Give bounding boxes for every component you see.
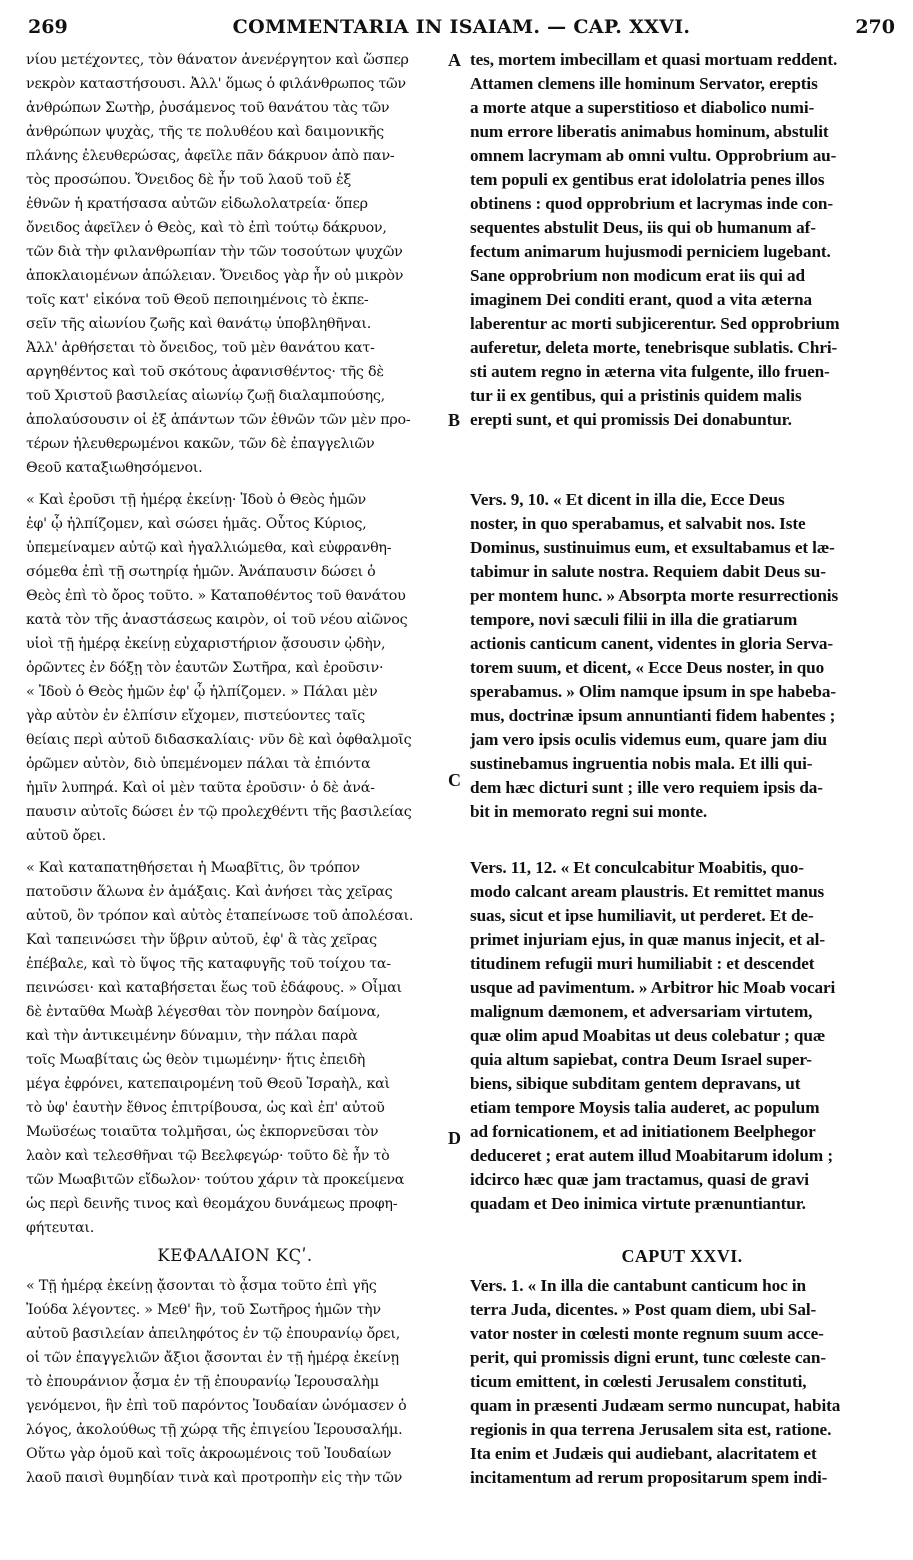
latin-text-line: Vers. 11, 12. « Et conculcabitur Moabitis, quo- — [470, 858, 804, 877]
greek-text-line: τῶν διὰ τὴν φιλανθρωπίαν τὴν τῶν τοσούτων ψυχῶν — [26, 244, 403, 260]
greek-text-line: « Καὶ ἐροῦσι τῇ ἡμέρᾳ ἐκείνῃ· Ἰδοὺ ὁ Θεὸς ἡμῶν — [26, 492, 366, 508]
latin-text-line: perit, qui promissis digni erunt, tunc cœleste can- — [470, 1348, 827, 1367]
greek-text-line: υἱοὶ τῇ ἡμέρᾳ ἐκείνῃ εὐχαριστήριον ᾄσουσιν ᾠδὴν, — [26, 636, 386, 652]
greek-text-line: ὑπεμείναμεν αὐτῷ καὶ ἠγαλλιώμεθα, καὶ εὐφρανθη- — [26, 540, 392, 556]
greek-text-line: τῶν Μωαβιτῶν εἴδωλον· τούτου χάριν τὰ προκείμενα — [26, 1172, 405, 1188]
greek-text-line: ἐφ' ᾧ ἠλπίζομεν, καὶ σώσει ἡμᾶς. Οὗτος Κύριος, — [26, 516, 367, 532]
greek-text-line: τοῖς Μωαβίταις ὡς θεὸν τιμωμένην· ἥτις ἐπειδὴ — [26, 1052, 366, 1068]
latin-text-line: tabimur in salute nostra. Requiem dabit Deus su- — [470, 562, 826, 581]
greek-text-line: λόγος, ἀκολούθως τῇ χώρᾳ τῆς ἐπιγείου Ἱερουσαλήμ. — [26, 1422, 403, 1438]
greek-text-line: αργηθέντος καὶ τοῦ σκότους ἀφανισθέντος· τῆς δὲ — [26, 364, 384, 380]
greek-text-line: ὡς περὶ δεινῆς τινος καὶ θεομάχου δυνάμεως προφη- — [26, 1196, 398, 1212]
greek-text-line: πλάνης ἐλευθερώσας, ἀφεῖλε πᾶν δάκρυον ἀπὸ παν- — [26, 148, 395, 164]
margin-marker-d: D — [448, 1128, 461, 1148]
latin-text-line: a morte atque a superstitioso et diabolico numi- — [470, 98, 815, 117]
latin-text-line: tem populi ex gentibus erat idololatria penes illos — [470, 170, 825, 189]
latin-text-line: idcirco hæc quæ jam tractamus, quasi de gravi — [470, 1170, 809, 1189]
latin-text-line: terra Juda, dicentes. » Post quam diem, ubi Sal- — [470, 1300, 817, 1319]
greek-text-line: « Ἰδοὺ ὁ Θεὸς ἡμῶν ἐφ' ᾧ ἠλπίζομεν. » Πάλαι μὲν — [26, 684, 378, 700]
latin-text-line: quæ olim apud Moabitas ut deus colebatur ; quæ — [470, 1026, 826, 1045]
greek-text-line: λαὸν καὶ τελεσθῆναι τῷ Βεελφεγώρ· τοῦτο δὲ ἦν τὸ — [26, 1148, 390, 1164]
latin-text-line: mus, doctrinæ ipsum annuntianti fidem habentes ; — [470, 706, 836, 725]
latin-text-line: per montem hunc. » Absorpta morte resurrectionis — [470, 586, 839, 605]
greek-text-line: πατοῦσιν ἅλωνα ἐν ἁμάξαις. Καὶ ἀνήσει τὰς χεῖρας — [26, 884, 393, 900]
greek-chapter-heading: ΚΕΦΑΛΑΙΟΝ ΚϚʹ. — [157, 1246, 313, 1265]
latin-text-line: omnem lacrymam ab omni vultu. Opprobrium au- — [470, 146, 837, 165]
greek-text-line: αὐτοῦ βασιλείαν ἀπειληφότος ἐν τῷ ἐπουρανίῳ ὄρει, — [26, 1326, 400, 1342]
latin-text-line: Vers. 9, 10. « Et dicent in illa die, Ecce Deus — [470, 490, 785, 509]
latin-text-line: usque ad pavimentum. » Arbitror hic Moab vocari — [470, 978, 836, 997]
latin-text-line: titudinem refugii muri humiliabit : et descendet — [470, 954, 815, 973]
latin-text-line: tes, mortem imbecillam et quasi mortuam reddent. — [470, 50, 838, 69]
latin-text-line: vator noster in cœlesti monte regnum suum acce- — [470, 1324, 824, 1343]
greek-text-line: ὁρῶμεν αὐτὸν, διὸ ὑπεμένομεν πάλαι τὰ ἐπιόντα — [26, 756, 371, 772]
latin-text-line: etiam tempore Moysis talia auderet, ac populum — [470, 1098, 820, 1117]
greek-text-line: Θεοῦ καταξιωθησόμενοι. — [26, 460, 203, 476]
margin-marker-b: B — [448, 410, 461, 430]
latin-text-line: laberentur ac morti subjicerentur. Sed opprobrium — [470, 314, 840, 333]
latin-text-line: incitamentum ad rerum propositarum spem indi- — [470, 1468, 828, 1487]
greek-text-line: γενόμενοι, ἣν ἐπὶ τοῦ παρόντος Ἰουδαίαν ὠνόμασεν ὁ — [26, 1398, 407, 1414]
latin-text-line: imaginem Dei conditi erant, quod a vita æterna — [470, 290, 812, 309]
greek-text-line: πεινώσει· καὶ καταβήσεται ἕως τοῦ ἐδάφους. » Οἶμαι — [26, 980, 402, 996]
greek-text-line: παυσιν αὐτοῖς δώσει ἐν τῷ προλεχθέντι τῆς βασιλείας — [26, 804, 412, 820]
latin-text-line: primet injuriam ejus, in quæ manus injecit, et al- — [470, 930, 825, 949]
greek-text-line: Οὕτω γὰρ ὁμοῦ καὶ τοῖς ἀκροωμένοις τοῦ Ἰουδαίων — [26, 1446, 392, 1462]
greek-text-line: ἐθνῶν ἡ κρατήσασα αὐτῶν εἰδωλολατρεία· ὅπερ — [26, 196, 368, 212]
greek-text-line: τὸ ἐπουράνιον ᾆσμα ἐν τῇ ἐπουρανίῳ Ἱερουσαλὴμ — [26, 1374, 379, 1390]
greek-text-line: θείαις περὶ αὐτοῦ διδασκαλίαις· νῦν δὲ καὶ ὀφθαλμοῖς — [26, 732, 412, 748]
latin-text-line: erepti sunt, et qui promissis Dei donabuntur. — [470, 410, 792, 429]
greek-text-line: αὐτοῦ ὄρει. — [26, 828, 106, 844]
greek-text-line: σόμεθα ἐπὶ τῇ σωτηρίᾳ ἡμῶν. Ἀνάπαυσιν δώσει ὁ — [26, 564, 376, 580]
latin-text-line: regionis in qua terrena Jerusalem sita est, ratione. — [470, 1420, 832, 1439]
latin-text-line: torem suum, et dicent, « Ecce Deus noster, in quo — [470, 658, 825, 677]
greek-text-line: λαοῦ παισὶ θυμηδίαν τινὰ καὶ προτροπὴν εἰς τὴν τῶν — [26, 1470, 403, 1486]
latin-text-line: ticum emittent, in cœlesti Jerusalem constituti, — [470, 1372, 807, 1391]
greek-text-line: οἱ τῶν ἐπαγγελιῶν ἄξιοι ᾄσονται ἐν τῇ ἡμέρᾳ ἐκείνῃ — [26, 1350, 399, 1366]
latin-text-line: actionis canticum canent, videntes in gloria Serva- — [470, 634, 833, 653]
greek-text-line: τοῖς κατ' εἰκόνα τοῦ Θεοῦ πεποιημένοις τὸ ἐκπε- — [26, 292, 369, 308]
greek-text-line: Ἰούδα λέγοντες. » Μεθ' ἣν, τοῦ Σωτῆρος ἡμῶν τὴν — [26, 1302, 381, 1318]
latin-text-line: sperabamus. » Olim namque ipsum in spe habeba- — [470, 682, 836, 701]
greek-text-line: τὸ ὑφ' ἑαυτὴν ἔθνος ἐπιτρίβουσα, ὡς καὶ ἐπ' αὐτοῦ — [26, 1100, 385, 1116]
greek-text-line: φήτευται. — [26, 1220, 95, 1236]
latin-text-line: sustinebamus ingruentia nobis mala. Et illi qui- — [470, 754, 813, 773]
latin-text-line: obtinens : quod opprobrium et lacrymas inde con- — [470, 194, 834, 213]
greek-text-line: σεῖν τῆς αἰωνίου ζωῆς καὶ θανάτῳ ὑποβληθῆναι. — [26, 316, 372, 332]
latin-chapter-heading: CAPUT XXVI. — [621, 1246, 743, 1266]
greek-text-line: μέγα ἐφρόνει, κατεπαιρομένη τοῦ Θεοῦ Ἰσραὴλ, καὶ — [26, 1076, 390, 1092]
greek-text-line: ἀποκλαιομένων ἀπώλειαν. Ὄνειδος γὰρ ἦν οὐ μικρὸν — [26, 268, 404, 284]
greek-text-line: ἡμῖν λυπηρά. Καὶ οἱ μὲν ταῦτα ἐροῦσιν· ὁ δὲ ἀνά- — [26, 780, 375, 796]
latin-text-line: Attamen clemens ille hominum Servator, ereptis — [470, 74, 818, 93]
latin-text-line: deduceret ; erat autem illud Moabitarum idolum ; — [470, 1146, 833, 1165]
greek-text-line: « Τῇ ἡμέρᾳ ἐκείνῃ ᾄσονται τὸ ᾆσμα τοῦτο ἐπὶ γῆς — [26, 1278, 377, 1294]
page-number-left: 269 — [28, 16, 68, 38]
latin-text-line: biens, sibique subditam gentem depravans, ut — [470, 1074, 801, 1093]
greek-text-line: Καὶ ταπεινώσει τὴν ὕβριν αὐτοῦ, ἐφ' ἃ τὰς χεῖρας — [26, 932, 377, 948]
latin-text-line: tur ii ex gentibus, qui a pristinis quidem malis — [470, 386, 802, 405]
greek-text-line: κατὰ τὸν τῆς ἀναστάσεως καιρὸν, οἱ τοῦ νέου αἰῶνος — [26, 612, 408, 628]
greek-text-line: τὸς προσώπου. Ὄνειδος δὲ ἦν τοῦ λαοῦ τοῦ ἐξ — [26, 172, 352, 188]
latin-text-line: Ita enim et Judæis qui audiebant, alacritatem et — [470, 1444, 817, 1463]
greek-text-line: ἀνθρώπων ψυχὰς, τῆς τε πολυθέου καὶ δαιμονικῆς — [26, 124, 384, 140]
latin-text-line: quadam et Deo inimica virtute prænuntiantur. — [470, 1194, 806, 1213]
greek-text-line: Ἀλλ' ἀρθήσεται τὸ ὄνειδος, τοῦ μὲν θανάτου κατ- — [26, 340, 375, 356]
greek-text-line: τοῦ Χριστοῦ βασιλείας αἰωνίῳ ζωῇ διαλαμπούσης, — [26, 388, 385, 404]
page-number-right: 270 — [855, 16, 895, 38]
greek-text-line: νίου μετέχοντες, τὸν θάνατον ἀνενέργητον καὶ ὥσπερ — [26, 52, 409, 68]
greek-text-line: Θεὸς ἐπὶ τὸ ὄρος τοῦτο. » Καταποθέντος τοῦ θανάτου — [26, 588, 406, 604]
latin-text-line: suas, sicut et ipse humiliavit, ut perderet. Et de- — [470, 906, 814, 925]
margin-marker-c: C — [448, 770, 461, 790]
latin-text-line: Dominus, sustinuimus eum, et exsultabamus et læ- — [470, 538, 835, 557]
latin-text-line: Vers. 1. « In illa die cantabunt canticum hoc in — [470, 1276, 806, 1295]
latin-text-line: bit in memorato regni sui monte. — [470, 802, 708, 821]
greek-text-line: ὁρῶντες ἐν δόξῃ τὸν ἑαυτῶν Σωτῆρα, καὶ ἐροῦσιν· — [26, 660, 384, 676]
latin-text-line: sti autem regno in æterna vita fulgente, illo fruen- — [470, 362, 830, 381]
greek-text-line: ὄνειδος ἀφεῖλεν ὁ Θεὸς, καὶ τὸ ἐπὶ τούτῳ δάκρυον, — [26, 220, 387, 236]
latin-text-line: quia altum sapiebat, contra Deum Israel super- — [470, 1050, 812, 1069]
latin-text-line: sequentes abstulit Deus, iis qui ob humanum af- — [470, 218, 816, 237]
latin-text-line: modo calcant aream plaustris. Et remittet manus — [470, 882, 825, 901]
greek-text-line: δὲ ἐνταῦθα Μωὰβ λέγεσθαι τὸν πονηρὸν δαίμονα, — [26, 1004, 381, 1020]
greek-text-line: γὰρ αὐτὸν ἐν ἐλπίσιν εἴχομεν, πιστεύοντες ταῖς — [26, 708, 365, 724]
greek-text-line: νεκρὸν καταστήσουσι. Ἀλλ' ὅμως ὁ φιλάνθρωπος τῶν — [26, 76, 406, 92]
greek-text-line: « Καὶ καταπατηθήσεται ἡ Μωαβῖτις, ὃν τρόπον — [26, 860, 360, 876]
greek-text-line: αὐτοῦ, ὃν τρόπον καὶ αὐτὸς ἐταπείνωσε τοῦ ἀπολέσαι. — [26, 908, 414, 924]
latin-text-line: tempore, novi sæculi filii in illa die gratiarum — [470, 610, 798, 629]
latin-text-line: malignum dæmonem, et adversariam virtutem, — [470, 1002, 813, 1021]
latin-text-line: noster, in quo sperabamus, et salvabit nos. Iste — [470, 514, 806, 533]
greek-text-line: ἀπολαύσουσιν οἱ ἐξ ἁπάντων τῶν ἐθνῶν τῶν μὲν προ- — [26, 412, 411, 428]
latin-text-line: num errore liberatis animabus hominum, abstulit — [470, 122, 829, 141]
greek-text-line: ἐπέβαλε, καὶ τὸ ὕψος τῆς καταφυγῆς τοῦ τοίχου τα- — [26, 956, 391, 972]
running-title: COMMENTARIA IN ISAIAM. — CAP. XXVI. — [232, 16, 691, 38]
greek-text-line: τέρων ἠλευθερωμένοι κακῶν, τῶν δὲ ἐπαγγελιῶν — [26, 436, 375, 452]
margin-marker-a: A — [448, 50, 461, 70]
latin-text-line: auferetur, deleta morte, tenebrisque sublatis. Chri- — [470, 338, 838, 357]
greek-text-line: καὶ τὴν ἀντικειμένην δύναμιν, τὴν πάλαι παρὰ — [26, 1028, 358, 1044]
latin-text-line: quam in præsenti Judæam sermo nuncupat, habita — [470, 1396, 841, 1415]
latin-text-line: dem hæc dicturi sunt ; ille vero requiem ipsis da- — [470, 778, 823, 797]
latin-text-line: fectum animarum hujusmodi perniciem lugebant. — [470, 242, 831, 261]
greek-text-line: ἀνθρώπων Σωτὴρ, ῥυσάμενος τοῦ θανάτου τὰς τῶν — [26, 100, 390, 116]
latin-text-line: Sane opprobrium non modicum erat iis qui ad — [470, 266, 805, 285]
latin-text-line: jam vero ipsis oculis videmus eum, quare jam diu — [470, 730, 827, 749]
running-header — [28, 8, 895, 42]
latin-text-line: ad fornicationem, et ad initiationem Beelphegor — [470, 1122, 816, 1141]
greek-text-line: Μωϋσέως τοιαῦτα τολμῆσαι, ὡς ἐκπορνεῦσαι τὸν — [26, 1124, 379, 1140]
